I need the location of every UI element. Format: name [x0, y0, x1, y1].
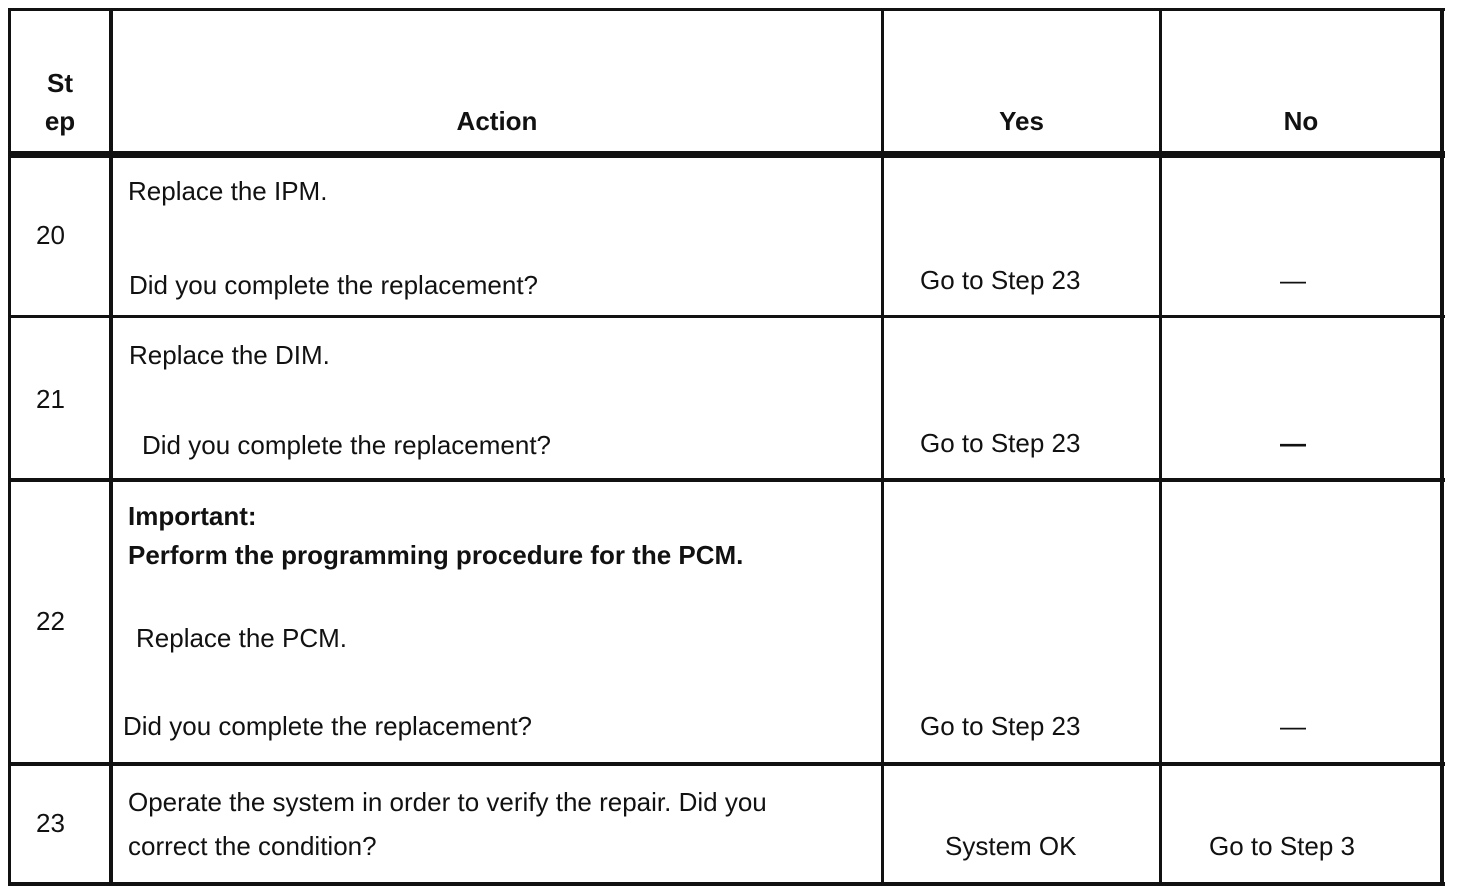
no-result: Go to Step 3: [1209, 831, 1355, 861]
no-result: —: [1280, 265, 1306, 295]
column-separator: [1159, 8, 1162, 886]
action-question: Did you complete the replacement?: [129, 270, 539, 300]
step-number: 22: [36, 606, 65, 636]
step-number: 20: [36, 220, 65, 250]
table-bottom-border: [8, 882, 1445, 886]
header-separator: [8, 151, 1445, 158]
important-text: Perform the programming procedure for the PCM.: [128, 540, 744, 570]
yes-result: Go to Step 23: [920, 265, 1081, 295]
action-question: Did you complete the replacement?: [123, 711, 533, 741]
action-instruction: Replace the IPM.: [128, 176, 328, 206]
no-result: —: [1280, 428, 1306, 458]
header-step: St ep: [44, 68, 76, 136]
column-separator: [109, 8, 113, 886]
action-instruction: Replace the DIM.: [129, 340, 330, 370]
action-question: Did you complete the replacement?: [142, 430, 552, 460]
yes-result: System OK: [945, 831, 1077, 861]
table-top-border: [8, 8, 1445, 11]
row-separator: [8, 315, 1445, 318]
row-separator: [8, 762, 1445, 766]
step-number: 21: [36, 384, 65, 414]
column-separator: [881, 8, 884, 886]
no-result: —: [1280, 711, 1306, 741]
yes-result: Go to Step 23: [920, 428, 1081, 458]
yes-result: Go to Step 23: [920, 711, 1081, 741]
header-no: No: [1283, 106, 1319, 136]
table-right-border: [1440, 8, 1444, 886]
important-label: Important:: [128, 501, 257, 531]
step-number: 23: [36, 808, 65, 838]
row-separator: [8, 478, 1445, 482]
action-instruction: Replace the PCM.: [136, 623, 347, 653]
header-action: Action: [456, 106, 538, 136]
action-question: correct the condition?: [128, 831, 377, 861]
header-yes: Yes: [999, 106, 1044, 136]
action-instruction: Operate the system in order to verify the repair. Did you: [128, 787, 767, 817]
